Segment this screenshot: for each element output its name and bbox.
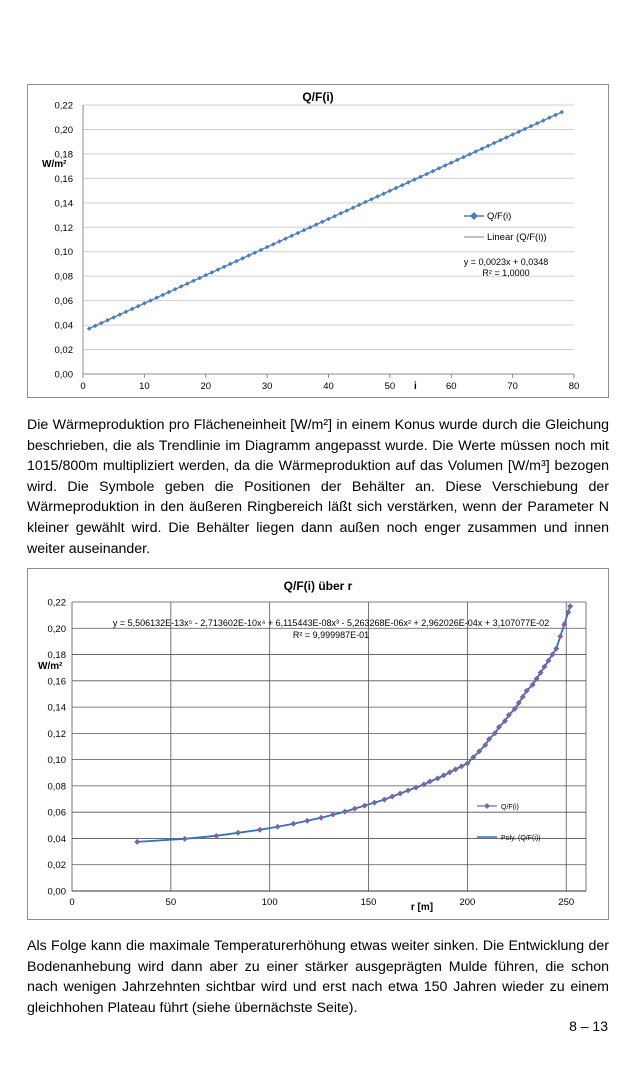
data-point	[246, 253, 251, 258]
data-point	[547, 115, 552, 120]
y-axis-label: W/m²	[42, 159, 67, 170]
y-tick-label: 0,00	[54, 369, 73, 381]
legend-label-linear: Linear (Q/F(i))	[487, 232, 547, 243]
data-point	[480, 146, 485, 151]
data-point	[510, 132, 515, 137]
data-point	[381, 191, 386, 196]
data-point	[87, 326, 92, 331]
y-tick-label: 0,02	[47, 860, 66, 872]
data-point	[381, 797, 387, 803]
y-tick-label: 0,10	[47, 755, 66, 767]
y-tick-label: 0,20	[47, 623, 66, 635]
data-point	[304, 818, 310, 824]
data-point	[185, 281, 190, 286]
data-point	[265, 245, 270, 250]
data-point	[529, 124, 534, 129]
data-point	[275, 824, 281, 830]
data-point	[553, 113, 558, 118]
x-axis-label: r [m]	[410, 902, 434, 913]
data-point	[413, 784, 419, 790]
data-point	[405, 788, 411, 794]
x-tick-label: 70	[507, 381, 518, 392]
data-point	[105, 318, 110, 323]
page-number: 8 – 13	[569, 1018, 608, 1034]
y-tick-label: 0,18	[47, 650, 66, 662]
data-point	[437, 166, 442, 171]
data-point	[397, 791, 403, 797]
legend-marker-qfi	[484, 803, 490, 809]
y-tick-label: 0,14	[54, 198, 73, 210]
legend-label-qfi: Q/F(i)	[501, 804, 519, 811]
data-point	[443, 163, 448, 168]
y-tick-label: 0,16	[54, 173, 73, 185]
x-tick-label: 80	[568, 381, 580, 392]
data-point	[541, 118, 546, 123]
y-tick-label: 0,10	[54, 247, 73, 259]
data-point	[388, 189, 393, 194]
data-point	[394, 186, 399, 191]
x-tick-label: 60	[445, 381, 457, 392]
data-point	[234, 259, 239, 264]
x-axis-label: i	[414, 381, 417, 392]
data-point	[389, 794, 395, 800]
data-point	[235, 830, 241, 836]
data-point	[458, 763, 464, 769]
data-point	[148, 298, 153, 303]
y-tick-label: 0,00	[47, 886, 66, 898]
legend-label-qfi: Q/F(i)	[487, 211, 512, 222]
data-point	[93, 324, 98, 329]
y-tick-label: 0,22	[47, 597, 66, 609]
data-point	[427, 778, 433, 784]
data-point	[441, 772, 447, 778]
data-point	[130, 307, 135, 312]
trend-equation: y = 5,506132E-13x⁵ - 2,713602E-10x⁴ + 6,115443E-08x³ - 5,263268E-06x² + 2,962026E-04x + 3,107077E-02	[112, 618, 550, 628]
data-point	[277, 239, 282, 244]
data-point	[240, 256, 245, 261]
data-point	[296, 231, 301, 236]
data-point	[111, 315, 116, 320]
data-point	[314, 222, 319, 227]
data-point	[210, 270, 215, 275]
data-point	[253, 250, 258, 255]
trend-r2: R² = 1,0000	[482, 268, 530, 278]
chart-title: Q/F(i) über r	[283, 579, 353, 593]
data-point	[216, 267, 221, 272]
y-tick-label: 0,02	[54, 345, 73, 357]
paragraph-2: Als Folge kann die maximale Temperaturerhöhung etwas weiter sinken. Die Entwicklung der Bodenanhebung wird dann aber zu einer stärker ausgeprägten Mulde führen, die schon nach wenigen Jahrzehnten sichtbar wird und erst nach etwa 150 Jahren wieder zu einem gleichhohen Plateau führt (siehe übernächste Seite).	[27, 938, 609, 1016]
data-point	[363, 200, 368, 205]
data-point	[154, 295, 159, 300]
legend-label-poly: Poly. (Q/F(i))	[501, 835, 541, 842]
paragraph-1: Die Wärmeproduktion pro Flächeneinheit [W/m²] in einem Konus wurde durch die Gleichung beschrieben, die als Trendlinie im Diagramm angepasst wurde. Die Werte müssen noch mit 1015/800m multipliziert werden, da die Wärmeproduktion auf das Volumen [W/m³] bezogen wird. Die Symbole geben die Positionen der Behälter an. Diese Verschiebung der Wärmeproduktion in den äußeren Ringbereich läßt sich verstärken, wenn der Parameter N kleiner gewählt wird. Die Behälter liegen dann außen noch enger zusammen und innen weiter auseinander.	[27, 417, 609, 557]
data-point	[283, 236, 288, 241]
data-point	[400, 183, 405, 188]
x-tick-label: 40	[323, 381, 334, 392]
y-tick-label: 0,08	[54, 271, 73, 283]
data-point	[320, 219, 325, 224]
data-point	[203, 273, 208, 278]
data-point	[124, 309, 129, 314]
data-point	[332, 214, 337, 219]
data-point	[362, 803, 368, 809]
data-point	[308, 225, 313, 230]
data-point	[352, 806, 358, 812]
data-point	[351, 205, 356, 210]
data-point	[449, 160, 454, 165]
x-tick-label: 50	[384, 381, 396, 392]
x-tick-label: 20	[200, 381, 212, 392]
y-tick-label: 0,18	[54, 149, 73, 161]
y-tick-label: 0,20	[54, 124, 73, 136]
y-tick-label: 0,12	[47, 728, 66, 740]
chart-title: Q/F(i)	[302, 90, 334, 104]
x-tick-label: 0	[69, 897, 75, 908]
data-point	[492, 141, 497, 146]
data-point	[523, 127, 528, 132]
data-point	[271, 242, 276, 247]
data-point	[557, 633, 563, 639]
data-point	[136, 304, 141, 309]
data-point	[474, 149, 479, 154]
data-point	[435, 775, 441, 781]
x-tick-label: 30	[261, 381, 273, 392]
y-axis-label: W/m²	[38, 661, 63, 672]
data-point	[160, 293, 165, 298]
data-point	[290, 821, 296, 827]
y-tick-label: 0,06	[54, 296, 73, 308]
trend-equation: y = 0,0023x + 0,0348	[463, 257, 549, 267]
data-point	[498, 138, 503, 143]
x-tick-label: 150	[360, 897, 377, 908]
data-point	[167, 290, 172, 295]
legend-marker-qfi	[470, 212, 478, 220]
y-tick-label: 0,08	[47, 781, 66, 793]
data-point	[173, 287, 178, 292]
y-tick-label: 0,22	[54, 100, 73, 112]
data-point	[535, 121, 540, 126]
data-point	[302, 228, 307, 233]
data-point	[179, 284, 184, 289]
data-point	[559, 110, 564, 115]
data-point	[142, 301, 147, 306]
data-point	[338, 211, 343, 216]
data-point	[318, 815, 324, 821]
data-point	[504, 135, 509, 140]
data-point	[134, 839, 140, 845]
data-point	[371, 800, 377, 806]
y-tick-label: 0,14	[47, 702, 66, 714]
y-tick-label: 0,06	[47, 807, 66, 819]
data-point	[342, 809, 348, 815]
chart-qf-i	[27, 84, 609, 398]
data-point	[455, 158, 460, 163]
data-point	[118, 312, 123, 317]
y-tick-label: 0,04	[47, 833, 66, 845]
data-point	[516, 129, 521, 134]
data-point	[326, 217, 331, 222]
data-point	[369, 197, 374, 202]
data-point	[213, 833, 219, 839]
data-point	[424, 172, 429, 177]
x-tick-label: 0	[80, 381, 86, 392]
data-point	[421, 781, 427, 787]
data-point	[345, 208, 350, 213]
x-tick-label: 50	[165, 897, 177, 908]
data-point	[375, 194, 380, 199]
data-point	[567, 603, 573, 609]
data-point	[486, 144, 491, 149]
y-tick-label: 0,16	[47, 676, 66, 688]
chart-qf-over-r-svg	[28, 569, 608, 919]
x-tick-label: 250	[558, 897, 575, 908]
data-point	[191, 279, 196, 284]
y-tick-label: 0,04	[54, 320, 73, 332]
data-point	[461, 155, 466, 160]
data-point	[406, 180, 411, 185]
data-point	[257, 827, 263, 833]
trend-r2: R² = 9,999987E-01	[292, 630, 370, 640]
y-tick-label: 0,12	[54, 222, 73, 234]
data-point	[467, 152, 472, 157]
chart-qf-over-r	[27, 568, 609, 920]
data-point	[289, 234, 294, 239]
x-tick-label: 200	[459, 897, 476, 908]
data-point	[222, 264, 227, 269]
x-tick-label: 10	[139, 381, 150, 392]
x-tick-label: 100	[261, 897, 278, 908]
data-point	[182, 836, 188, 842]
data-point	[228, 262, 233, 267]
chart-qf-i-svg	[28, 85, 608, 397]
data-point	[431, 169, 436, 174]
